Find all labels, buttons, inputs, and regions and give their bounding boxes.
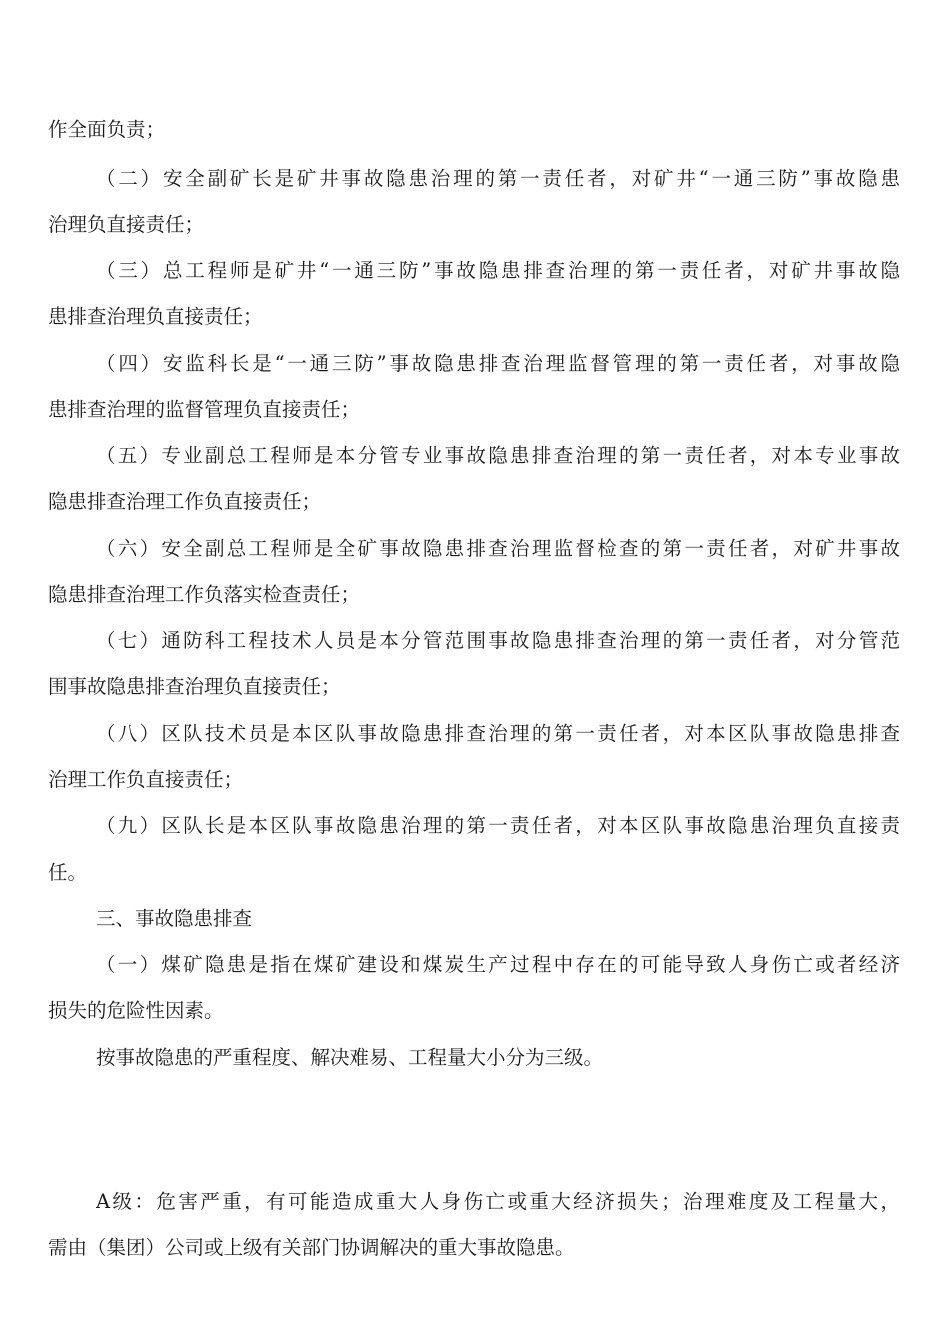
paragraph-line: （四）安监科长是“一通三防”事故隐患排查治理监督管理的第一责任者，对事故隐 <box>96 352 900 375</box>
paragraph-line: 围事故隐患排查治理负直接责任； <box>48 675 341 698</box>
paragraph-line: A级：危害严重，有可能造成重大人身伤亡或重大经济损失；治理难度及工程量大， <box>96 1190 900 1213</box>
paragraph-line: 损失的危险性因素。 <box>48 999 224 1022</box>
paragraph-line: 治理工作负直接责任； <box>48 768 244 791</box>
paragraph-line: 患排查治理负直接责任； <box>48 305 263 328</box>
paragraph-line: 任。 <box>48 861 88 884</box>
paragraph-line: （六）安全副总工程师是全矿事故隐患排查治理监督检查的第一责任者，对矿井事故 <box>96 537 900 560</box>
paragraph-line: 按事故隐患的严重程度、解决难易、工程量大小分为三级。 <box>96 1046 604 1069</box>
paragraph-line: （五）专业副总工程师是本分管专业事故隐患排查治理的第一责任者，对本专业事故 <box>96 444 900 467</box>
paragraph-line: （一）煤矿隐患是指在煤矿建设和煤炭生产过程中存在的可能导致人身伤亡或者经济 <box>96 953 900 976</box>
paragraph-line: （九）区队长是本区队事故隐患治理的第一责任者，对本区队事故隐患治理负直接责 <box>96 814 900 837</box>
paragraph-line: 隐患排查治理工作负直接责任； <box>48 490 322 513</box>
paragraph-line: （八）区队技术员是本区队事故隐患排查治理的第一责任者，对本区队事故隐患排查 <box>96 722 900 745</box>
paragraph-line: 隐患排查治理工作负落实检查责任； <box>48 583 361 606</box>
paragraph-line: （二）安全副矿长是矿井事故隐患治理的第一责任者，对矿井“一通三防”事故隐患 <box>96 167 900 190</box>
section-heading: 三、事故隐患排查 <box>96 907 253 930</box>
paragraph-line: （三）总工程师是矿井“一通三防”事故隐患排查治理的第一责任者，对矿井事故隐 <box>96 259 900 282</box>
paragraph-line: 作全面负责； <box>48 118 166 141</box>
paragraph-line: 治理负直接责任； <box>48 213 205 236</box>
paragraph-line: 患排查治理的监督管理负直接责任； <box>48 398 361 421</box>
paragraph-line: 需由（集团）公司或上级有关部门协调解决的重大事故隐患。 <box>48 1236 575 1259</box>
paragraph-line: （七）通防科工程技术人员是本分管范围事故隐患排查治理的第一责任者，对分管范 <box>96 629 900 652</box>
